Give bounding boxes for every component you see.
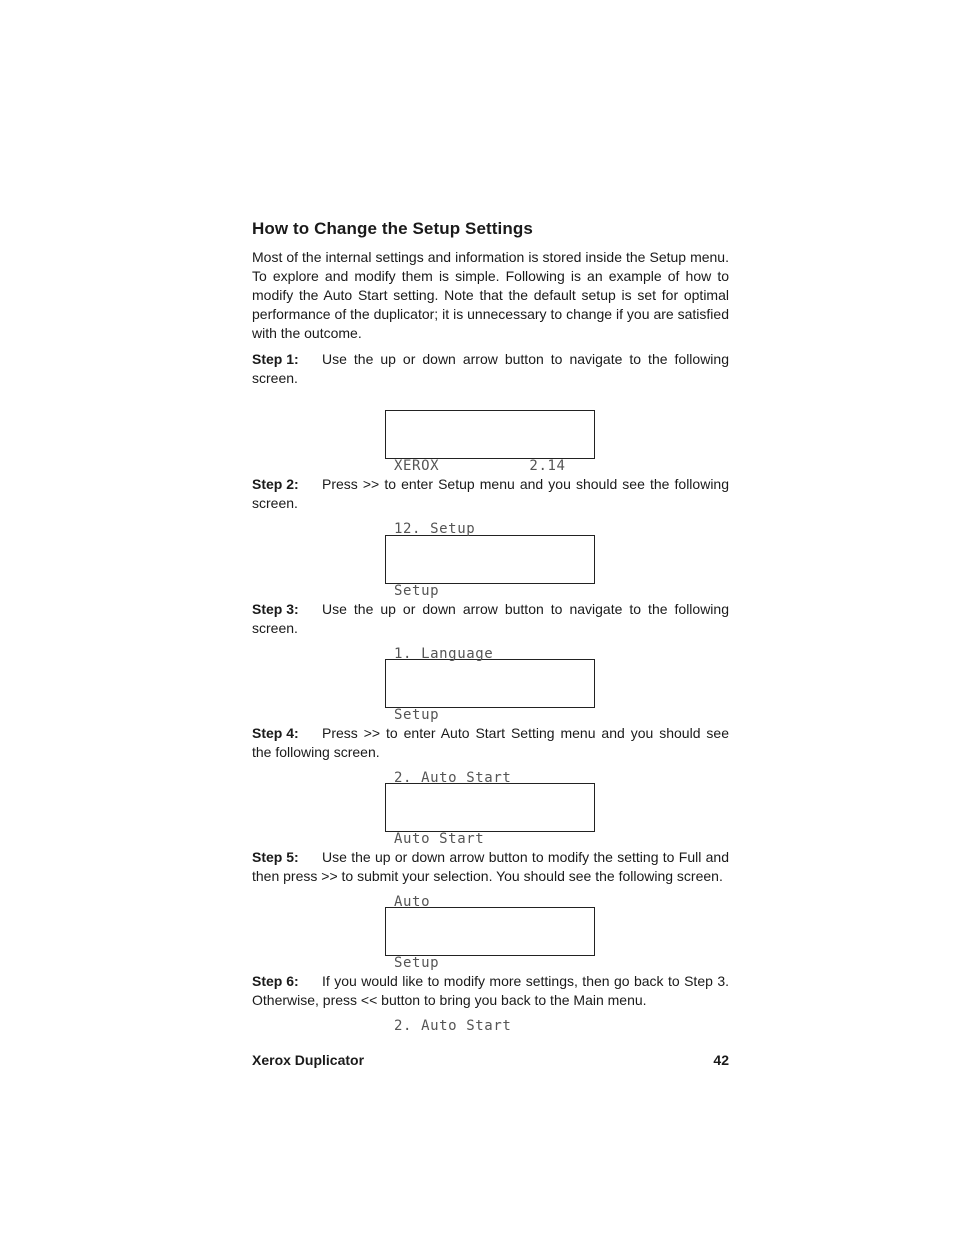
step-label: Step 4: <box>252 725 299 741</box>
step-3 <box>252 600 729 638</box>
lcd-screen-3 <box>385 659 595 786</box>
lcd-line-2: 1. Language <box>394 646 494 662</box>
lcd-line-1: Auto Start <box>394 831 485 847</box>
step-text: Use the up or down arrow button to modify the setting to Full and then press >> to submit your selection. You should see the following screen. <box>252 849 729 884</box>
step-label: Step 3: <box>252 601 299 617</box>
lcd-line-1: XEROX 2.14 <box>394 458 566 474</box>
lcd-line-1: Setup <box>394 707 440 723</box>
step-label: Step 1: <box>252 351 299 367</box>
step-text: Press >> to enter Auto Start Setting menu and you should see the following screen. <box>252 725 729 760</box>
lcd-screen-2 <box>385 535 595 662</box>
lcd-line-2: 2. Auto Start <box>394 1018 512 1034</box>
step-label: Step 5: <box>252 849 299 865</box>
page-number: 42 <box>713 1052 729 1068</box>
lcd-line-2: 12. Setup <box>394 521 476 537</box>
step-4 <box>252 724 729 762</box>
step-label: Step 2: <box>252 476 299 492</box>
step-text: If you would like to modify more settings, then go back to Step 3. Otherwise, press << button to bring you back to the Main menu. <box>252 973 729 1008</box>
step-text: Use the up or down arrow button to navigate to the following screen. <box>252 351 729 386</box>
lcd-line-1: Setup <box>394 955 440 971</box>
lcd-line-2: 2. Auto Start <box>394 770 512 786</box>
lcd-line-2: Auto <box>394 894 431 910</box>
lcd-screen-5 <box>385 907 595 1034</box>
section-heading: How to Change the Setup Settings <box>252 219 533 238</box>
step-1 <box>252 350 729 388</box>
lcd-screen-4 <box>385 783 595 910</box>
footer-title: Xerox Duplicator <box>252 1052 365 1068</box>
step-text: Use the up or down arrow button to navigate to the following screen. <box>252 601 729 636</box>
step-text: Press >> to enter Setup menu and you should see the following screen. <box>252 476 729 511</box>
lcd-screen-1 <box>385 410 595 537</box>
intro-paragraph: Most of the internal settings and information is stored inside the Setup menu. To explore and modify them is simple. Following is an example of how to modify the Auto Start setting. Note that the default setup is set for optimal performance of the duplicator; it is unnecessary to change if you are satisfied with the outcome. <box>252 249 729 341</box>
lcd-line-1: Setup <box>394 583 440 599</box>
step-label: Step 6: <box>252 973 299 989</box>
step-6 <box>252 972 729 1010</box>
step-5 <box>252 848 729 886</box>
page-content <box>252 218 729 1034</box>
page-footer <box>252 1051 729 1070</box>
step-2 <box>252 475 729 513</box>
